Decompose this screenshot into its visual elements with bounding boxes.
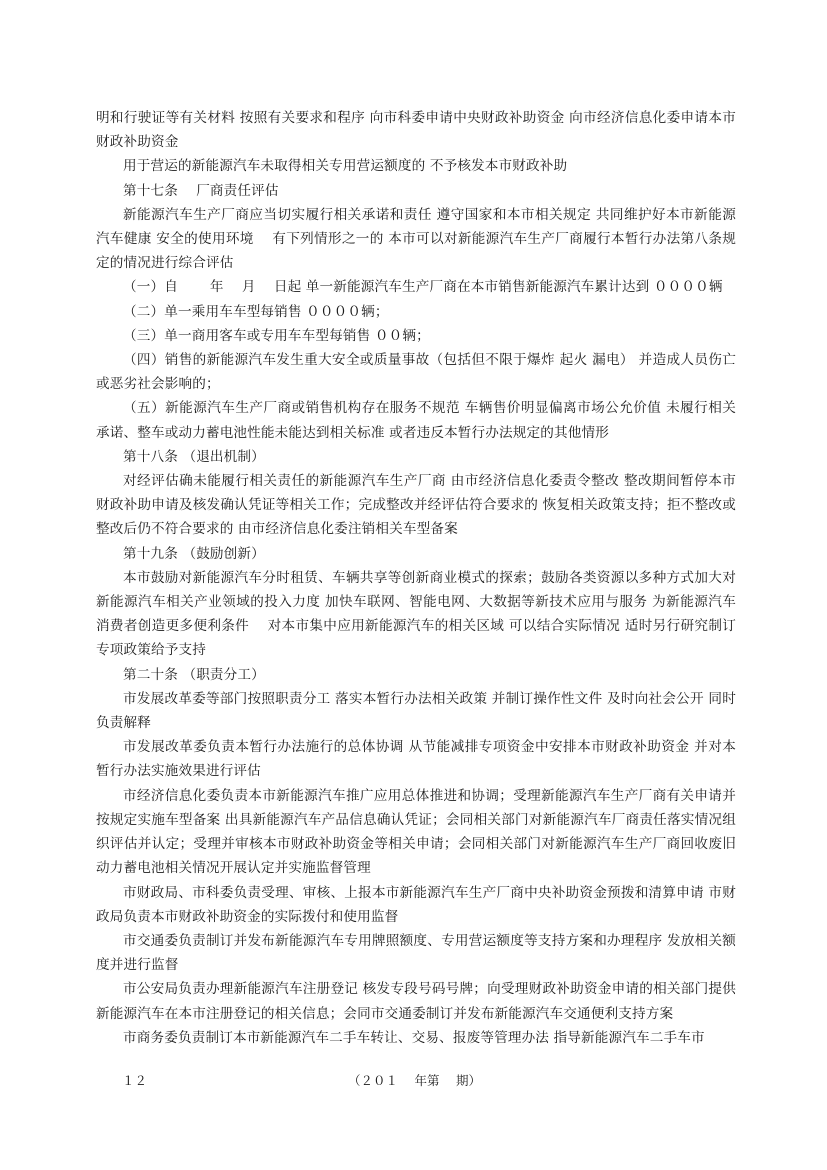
- paragraph: 明和行驶证等有关材料 按照有关要求和程序 向市科委申请中央财政补助资金 向市经济信息化委申请本市财政补助资金: [96, 110, 736, 151]
- paragraph: 市交通委负责制订并发布新能源汽车专用牌照额度、专用营运额度等支持方案和办理程序 发放相关额度并进行监督: [96, 932, 736, 974]
- paragraph: 新能源汽车生产厂商应当切实履行相关承诺和责任 遵守国家和本市相关规定 共同维护好本市新能源汽车健康 安全的使用环境 有下列情形之一的 本市可以对新能源汽车生产厂商履行本暂行办法第八条规定的情况进行综合评估: [96, 206, 736, 272]
- paragraph: （一）自 年 月 日起 单一新能源汽车生产厂商在本市销售新能源汽车累计达到 ００００辆: [123, 279, 723, 296]
- paragraph: 对经评估确未能履行相关责任的新能源汽车生产厂商 由市经济信息化委责令整改 整改期间暂停本市财政补助申请及核发确认凭证等相关工作；完成整改并经评估符合要求的 恢复相关政策支持；拒不整改或整改后仍不符合要求的 由市经济信息化委注销相关车型备案: [96, 473, 736, 538]
- paragraph: 市商务委负责制订本市新能源汽车二手车转让、交易、报废等管理办法 指导新能源汽车二手车市: [123, 1029, 705, 1046]
- paragraph: （三）单一商用客车或专用车车型每销售 ００辆；: [123, 327, 430, 344]
- paragraph: （二）单一乘用车车型每销售 ００００辆；: [123, 303, 389, 320]
- paragraph: （四）销售的新能源汽车发生重大安全或质量事故（包括但不限于爆炸 起火 漏电） 并造成人员伤亡或恶劣社会影响的；: [96, 352, 736, 393]
- article-heading: 第十八条 （退出机制）: [123, 448, 265, 465]
- paragraph: 市发展改革委负责本暂行办法施行的总体协调 从节能减排专项资金中安排本市财政补助资金 并对本暂行办法实施效果进行评估: [96, 739, 736, 780]
- paragraph: 用于营运的新能源汽车未取得相关专用营运额度的 不予核发本市财政补助: [123, 158, 568, 175]
- article-heading: 第十九条 （鼓励创新）: [123, 545, 265, 562]
- page-number: １２: [122, 1073, 148, 1088]
- paragraph: 市经济信息化委负责本市新能源汽车推广应用总体推进和协调；受理新能源汽车生产厂商有关申请并按规定实施车型备案 出具新能源汽车产品信息确认凭证；会同相关部门对新能源汽车厂商责任落实情况组织评估并认定；受理并审核本市财政补助资金等相关申请；会同相关部门对新能源汽车生产厂商回收废旧动力蓄电池相关情况开展认定并实施监督管理: [96, 787, 736, 877]
- paragraph: 本市鼓励对新能源汽车分时租赁、车辆共享等创新商业模式的探索；鼓励各类资源以多种方式加大对新能源汽车相关产业领域的投入力度 加快车联网、智能电网、大数据等新技术应用与服务 为新能源汽车消费者创造更多便利条件 对本市集中应用新能源汽车的相关区域 可以结合实际情况 适时另行研究制订专项政策给予支持: [96, 569, 736, 659]
- paragraph: 市财政局、市科委负责受理、审核、上报本市新能源汽车生产厂商中央补助资金预拨和清算申请 市财政局负责本市财政补助资金的实际拨付和使用监督: [96, 884, 736, 925]
- issue-label: （２０１ 年第 期）: [348, 1073, 481, 1088]
- paragraph: （五）新能源汽车生产厂商或销售机构存在服务不规范 车辆售价明显偏离市场公允价值 未履行相关承诺、整车或动力蓄电池性能未能达到相关标准 或者违反本暂行办法规定的其他情形: [96, 400, 736, 441]
- article-heading: 第十七条 厂商责任评估: [123, 182, 279, 199]
- page-footer: [0, 1071, 827, 1091]
- paragraph: 市发展改革委等部门按照职责分工 落实本暂行办法相关政策 并制订操作性文件 及时向社会公开 同时负责解释: [96, 690, 736, 732]
- paragraph: 市公安局负责办理新能源汽车注册登记 核发专段号码号牌；向受理财政补助资金申请的相关部门提供新能源汽车在本市注册登记的相关信息；会同市交通委制订并发布新能源汽车交通便利支持方案: [96, 981, 736, 1022]
- document-body: [96, 106, 736, 1050]
- article-heading: 第二十条 （职责分工）: [123, 666, 265, 683]
